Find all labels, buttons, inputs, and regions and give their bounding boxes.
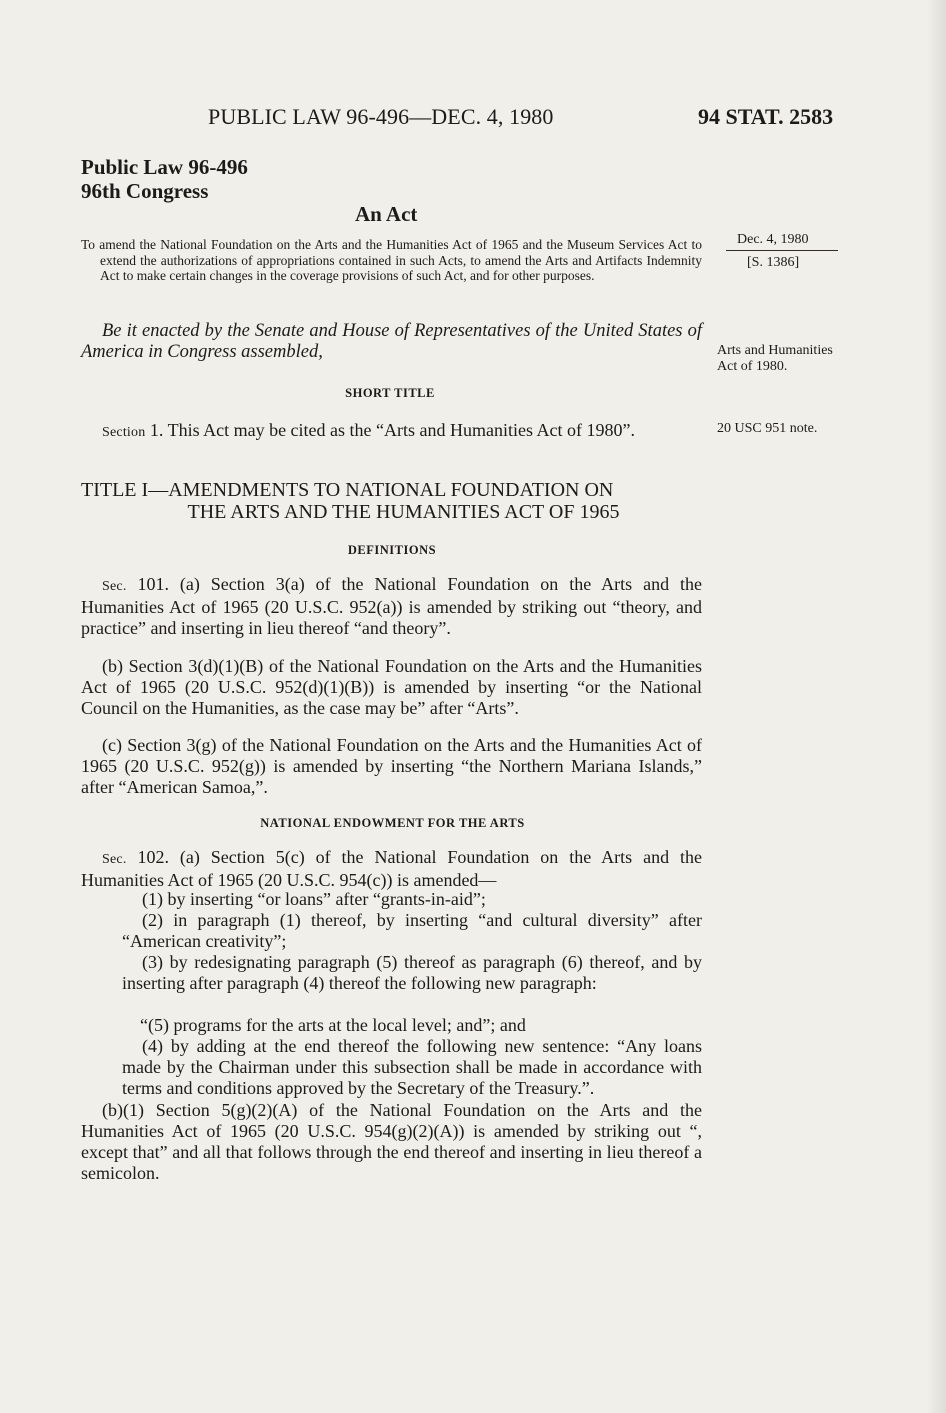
section-102-item-1: (1) by inserting “or loans” after “grants-in-aid”; — [142, 889, 486, 909]
running-header: PUBLIC LAW 96-496—DEC. 4, 1980 — [208, 104, 554, 129]
margin-bill-note: [S. 1386] — [747, 255, 800, 270]
section-label: Sec. — [102, 852, 127, 867]
act-purpose: To amend the National Foundation on the Arts and the Humanities Act of 1965 and the Museum Services Act to extend the authorizations of appropriations contained in such Acts, to amend the Arts and Artifacts Indemnity Act to make certain changes in the coverage provisions of such Act, and for other purposes. — [81, 237, 702, 283]
section-1 — [81, 420, 702, 443]
scan-edge-shadow — [926, 0, 946, 1413]
endowment-heading: NATIONAL ENDOWMENT FOR THE ARTS — [260, 816, 525, 830]
public-law-number: Public Law 96-496 — [81, 155, 248, 179]
section-label: Section — [102, 425, 146, 440]
short-title-heading: SHORT TITLE — [345, 386, 435, 400]
quoted-paragraph: “(5) programs for the arts at the local level; and”; and — [140, 1015, 526, 1035]
section-label: Sec. — [102, 579, 127, 594]
definitions-heading: DEFINITIONS — [347, 543, 437, 557]
section-101-a-text: 101. (a) Section 3(a) of the National Foundation on the Arts and the Humanities Act of 1965 (20 U.S.C. 952(a)) is amended by striking out “theory, and practice” and inserting in lieu thereof “and theory”. — [81, 574, 703, 638]
section-102-b-1: (b)(1) Section 5(g)(2)(A) of the National Foundation on the Arts and the Humanities Act of 1965 (20 U.S.C. 954(g)(2)(A)) is amended by striking out “, except that” and all that follows through the end thereof and inserting in lieu thereof a semicolon. — [81, 1100, 702, 1183]
section-102-item-4: (4) by adding at the end thereof the following new sentence: “Any loans made by the Chairman under this subsection shall be made in accordance with terms and conditions approved by the Secretary of the Treasury.”. — [122, 1036, 702, 1098]
section-101-b: (b) Section 3(d)(1)(B) of the National Foundation on the Arts and the Humanities Act of 1965 (20 U.S.C. 952(d)(1)(B)) is amended by inserting “or the National Council on the Humanities, as the case may be” after “Arts”. — [81, 656, 702, 718]
margin-short-title-note: Arts and Humanities Act of 1980. — [717, 343, 833, 374]
section-101-a — [81, 574, 702, 639]
title-one-line-2: THE ARTS AND THE HUMANITIES ACT OF 1965 — [187, 501, 620, 523]
section-102-item-2: (2) in paragraph (1) thereof, by inserting “and cultural diversity” after “American creativity”; — [122, 910, 702, 951]
congress-number: 96th Congress — [81, 179, 209, 203]
section-1-text: 1. This Act may be cited as the “Arts and Humanities Act of 1980”. — [149, 420, 635, 440]
section-102-item-3: (3) by redesignating paragraph (5) thereof as paragraph (6) thereof, and by inserting after paragraph (4) thereof the following new paragraph: — [122, 952, 702, 993]
margin-divider — [726, 250, 838, 251]
margin-usc-note: 20 USC 951 note. — [717, 421, 818, 436]
section-102-a — [81, 847, 702, 891]
act-heading: An Act — [355, 202, 418, 226]
section-102-a-text: 102. (a) Section 5(c) of the National Foundation on the Arts and the Humanities Act of 1965 (20 U.S.C. 954(c)) is amended— — [81, 847, 703, 890]
enacting-clause: Be it enacted by the Senate and House of Representatives of the United States of America in Congress assembled, — [81, 321, 702, 362]
statute-page-number: 94 STAT. 2583 — [698, 104, 834, 129]
title-one-heading — [81, 479, 702, 523]
section-101-c: (c) Section 3(g) of the National Foundation on the Arts and the Humanities Act of 1965 (20 U.S.C. 952(g)) is amended by inserting “the Northern Mariana Islands,” after “American Samoa,”. — [81, 735, 702, 797]
margin-date-note: Dec. 4, 1980 — [737, 232, 809, 247]
title-one-line-1: TITLE I—AMENDMENTS TO NATIONAL FOUNDATION ON — [81, 479, 614, 501]
